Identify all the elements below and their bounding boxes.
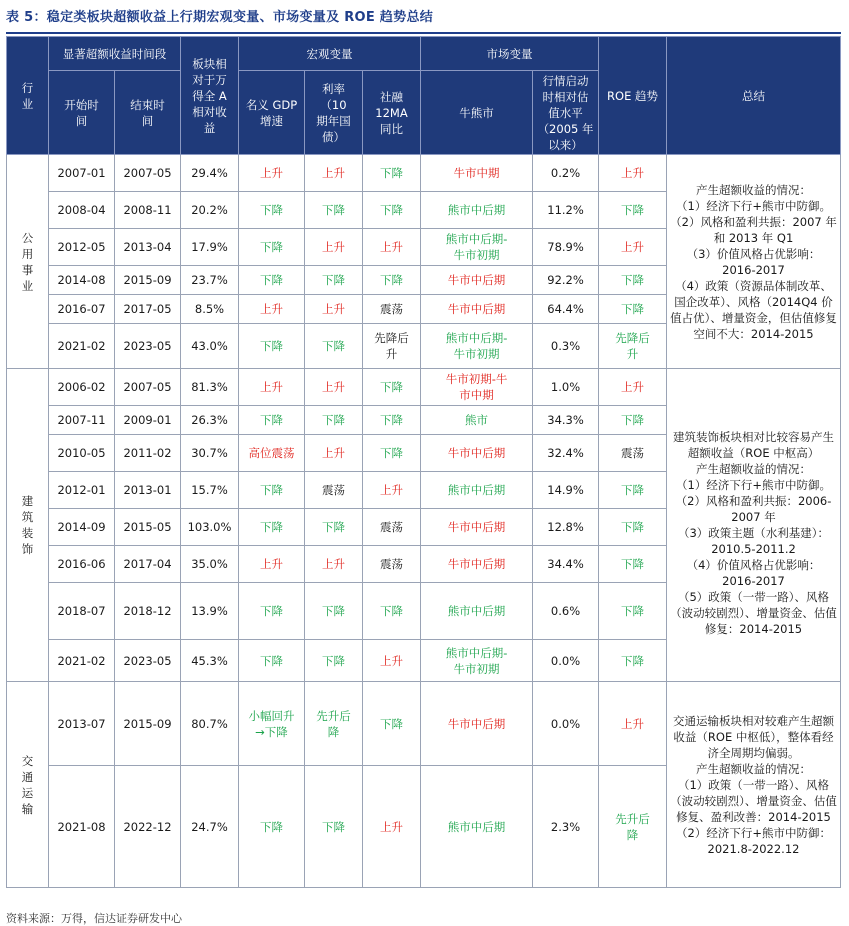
end-cell: 2017-04: [115, 546, 181, 583]
roe-cell: 上升: [599, 155, 667, 192]
bullbear-cell: 熊市中后期: [421, 472, 533, 509]
valuation-cell: 2.3%: [533, 766, 599, 888]
start-cell: 2021-08: [49, 766, 115, 888]
end-cell: 2015-05: [115, 509, 181, 546]
gdp-cell: 下降: [239, 406, 305, 435]
roe-cell: 下降: [599, 546, 667, 583]
rate-cell: 下降: [305, 509, 363, 546]
valuation-cell: 64.4%: [533, 295, 599, 324]
end-cell: 2018-12: [115, 583, 181, 640]
roe-cell: 先升后 降: [599, 766, 667, 888]
rate-cell: 震荡: [305, 472, 363, 509]
gdp-cell: 上升: [239, 155, 305, 192]
roe-cell: 震荡: [599, 435, 667, 472]
excess-cell: 20.2%: [181, 192, 239, 229]
source-note: 资料来源：万得，信达证券研发中心: [6, 912, 182, 925]
gdp-cell: 下降: [239, 192, 305, 229]
excess-cell: 45.3%: [181, 640, 239, 682]
header-market-group: 市场变量: [421, 37, 599, 71]
social-cell: 下降: [363, 682, 421, 766]
valuation-cell: 32.4%: [533, 435, 599, 472]
valuation-cell: 11.2%: [533, 192, 599, 229]
roe-cell: 下降: [599, 472, 667, 509]
industry-cell: 交 通 运 输: [7, 682, 49, 888]
summary-cell: 交通运输板块相对较难产生超额收益（ROE 中枢低），整体看经济全周期均偏弱。 产生超额收益的情况： （1）政策（一带一路）、风格（波动较剧烈）、增量资金、估值修复、盈利改善：2014-2015 （2）经济下行+熊市中防御：2021.8-2022.12: [667, 682, 841, 888]
gdp-cell: 下降: [239, 640, 305, 682]
gdp-cell: 上升: [239, 546, 305, 583]
valuation-cell: 1.0%: [533, 369, 599, 406]
header-rate: 利率 （10 期年国 债）: [305, 71, 363, 155]
roe-cell: 下降: [599, 509, 667, 546]
start-cell: 2012-05: [49, 229, 115, 266]
rate-cell: 上升: [305, 435, 363, 472]
title-rule: [6, 32, 841, 34]
table-row: [7, 369, 841, 406]
excess-cell: 15.7%: [181, 472, 239, 509]
rate-cell: 上升: [305, 546, 363, 583]
social-cell: 下降: [363, 583, 421, 640]
gdp-cell: 下降: [239, 509, 305, 546]
table-row: [7, 682, 841, 766]
bullbear-cell: 熊市: [421, 406, 533, 435]
gdp-cell: 下降: [239, 766, 305, 888]
social-cell: 下降: [363, 369, 421, 406]
social-cell: 上升: [363, 640, 421, 682]
end-cell: 2008-11: [115, 192, 181, 229]
valuation-cell: 34.3%: [533, 406, 599, 435]
valuation-cell: 14.9%: [533, 472, 599, 509]
bullbear-cell: 牛市初期-牛 市中期: [421, 369, 533, 406]
gdp-cell: 高位震荡: [239, 435, 305, 472]
end-cell: 2009-01: [115, 406, 181, 435]
header-start: 开始时 间: [49, 71, 115, 155]
gdp-cell: 上升: [239, 369, 305, 406]
rate-cell: 上升: [305, 295, 363, 324]
excess-cell: 103.0%: [181, 509, 239, 546]
bullbear-cell: 牛市中后期: [421, 435, 533, 472]
rate-cell: 下降: [305, 266, 363, 295]
excess-cell: 35.0%: [181, 546, 239, 583]
rate-cell: 先升后 降: [305, 682, 363, 766]
excess-cell: 13.9%: [181, 583, 239, 640]
gdp-cell: 小幅回升 →下降: [239, 682, 305, 766]
bullbear-cell: 牛市中后期: [421, 682, 533, 766]
excess-cell: 17.9%: [181, 229, 239, 266]
end-cell: 2023-05: [115, 324, 181, 369]
bullbear-cell: 牛市中后期: [421, 295, 533, 324]
social-cell: 下降: [363, 406, 421, 435]
start-cell: 2016-06: [49, 546, 115, 583]
table-title: 表 5：稳定类板块超额收益上行期宏观变量、市场变量及 ROE 趋势总结: [6, 10, 434, 25]
rate-cell: 下降: [305, 192, 363, 229]
industry-cell: 建 筑 装 饰: [7, 369, 49, 682]
social-cell: 先降后 升: [363, 324, 421, 369]
start-cell: 2010-05: [49, 435, 115, 472]
start-cell: 2018-07: [49, 583, 115, 640]
start-cell: 2016-07: [49, 295, 115, 324]
end-cell: 2007-05: [115, 155, 181, 192]
excess-cell: 43.0%: [181, 324, 239, 369]
roe-cell: 下降: [599, 583, 667, 640]
end-cell: 2022-12: [115, 766, 181, 888]
rate-cell: 上升: [305, 155, 363, 192]
start-cell: 2007-01: [49, 155, 115, 192]
rate-cell: 上升: [305, 369, 363, 406]
social-cell: 上升: [363, 229, 421, 266]
valuation-cell: 78.9%: [533, 229, 599, 266]
header-excess: 板块相 对于万 得全 A 相对收 益: [181, 37, 239, 155]
valuation-cell: 0.0%: [533, 682, 599, 766]
bullbear-cell: 熊市中后期- 牛市初期: [421, 229, 533, 266]
social-cell: 上升: [363, 472, 421, 509]
excess-cell: 81.3%: [181, 369, 239, 406]
header-period-group: 显著超额收益时间段: [49, 37, 181, 71]
bullbear-cell: 熊市中后期- 牛市初期: [421, 324, 533, 369]
end-cell: 2015-09: [115, 266, 181, 295]
excess-cell: 29.4%: [181, 155, 239, 192]
gdp-cell: 下降: [239, 229, 305, 266]
roe-cell: 下降: [599, 266, 667, 295]
social-cell: 震荡: [363, 295, 421, 324]
bullbear-cell: 熊市中后期: [421, 766, 533, 888]
bullbear-cell: 熊市中后期: [421, 583, 533, 640]
start-cell: 2007-11: [49, 406, 115, 435]
roe-cell: 上升: [599, 682, 667, 766]
header-gdp: 名义 GDP 增速: [239, 71, 305, 155]
valuation-cell: 0.0%: [533, 640, 599, 682]
bullbear-cell: 熊市中后期: [421, 192, 533, 229]
header-macro-group: 宏观变量: [239, 37, 421, 71]
header-valuation: 行情启动 时相对估 值水平 （2005 年 以来）: [533, 71, 599, 155]
gdp-cell: 下降: [239, 583, 305, 640]
header-end: 结束时 间: [115, 71, 181, 155]
excess-cell: 24.7%: [181, 766, 239, 888]
start-cell: 2014-09: [49, 509, 115, 546]
roe-cell: 先降后 升: [599, 324, 667, 369]
excess-cell: 30.7%: [181, 435, 239, 472]
social-cell: 下降: [363, 266, 421, 295]
roe-cell: 下降: [599, 406, 667, 435]
bullbear-cell: 熊市中后期- 牛市初期: [421, 640, 533, 682]
excess-cell: 23.7%: [181, 266, 239, 295]
social-cell: 震荡: [363, 546, 421, 583]
header-bullbear: 牛熊市: [421, 71, 533, 155]
social-cell: 下降: [363, 192, 421, 229]
gdp-cell: 下降: [239, 324, 305, 369]
start-cell: 2013-07: [49, 682, 115, 766]
social-cell: 上升: [363, 766, 421, 888]
roe-cell: 上升: [599, 369, 667, 406]
end-cell: 2013-04: [115, 229, 181, 266]
end-cell: 2015-09: [115, 682, 181, 766]
social-cell: 震荡: [363, 509, 421, 546]
bullbear-cell: 牛市中后期: [421, 266, 533, 295]
valuation-cell: 0.6%: [533, 583, 599, 640]
rate-cell: 下降: [305, 406, 363, 435]
summary-table: [6, 36, 841, 888]
valuation-cell: 0.3%: [533, 324, 599, 369]
table-row: [7, 155, 841, 192]
rate-cell: 下降: [305, 766, 363, 888]
gdp-cell: 下降: [239, 266, 305, 295]
start-cell: 2021-02: [49, 640, 115, 682]
excess-cell: 8.5%: [181, 295, 239, 324]
rate-cell: 下降: [305, 583, 363, 640]
gdp-cell: 下降: [239, 472, 305, 509]
bullbear-cell: 牛市中后期: [421, 509, 533, 546]
summary-cell: 建筑装饰板块相对比较容易产生超额收益（ROE 中枢高） 产生超额收益的情况： （1）经济下行+熊市中防御。 （2）风格和盈利共振：2006-2007 年 （3）政策主题（水利基建）：2010.5-2011.2 （4）价值风格占优影响：2016-2017 （5）政策（一带一路）、风格（波动较剧烈）、增量资金、估值修复：2014-2015: [667, 369, 841, 682]
end-cell: 2017-05: [115, 295, 181, 324]
rate-cell: 上升: [305, 229, 363, 266]
start-cell: 2021-02: [49, 324, 115, 369]
end-cell: 2011-02: [115, 435, 181, 472]
roe-cell: 下降: [599, 295, 667, 324]
header-industry: 行 业: [7, 37, 49, 155]
valuation-cell: 92.2%: [533, 266, 599, 295]
gdp-cell: 上升: [239, 295, 305, 324]
start-cell: 2008-04: [49, 192, 115, 229]
roe-cell: 下降: [599, 640, 667, 682]
start-cell: 2012-01: [49, 472, 115, 509]
bullbear-cell: 牛市中期: [421, 155, 533, 192]
end-cell: 2013-01: [115, 472, 181, 509]
roe-cell: 上升: [599, 229, 667, 266]
social-cell: 下降: [363, 155, 421, 192]
excess-cell: 26.3%: [181, 406, 239, 435]
industry-cell: 公 用 事 业: [7, 155, 49, 369]
end-cell: 2007-05: [115, 369, 181, 406]
valuation-cell: 0.2%: [533, 155, 599, 192]
valuation-cell: 12.8%: [533, 509, 599, 546]
header-roe: ROE 趋势: [599, 37, 667, 155]
bullbear-cell: 牛市中后期: [421, 546, 533, 583]
valuation-cell: 34.4%: [533, 546, 599, 583]
summary-cell: 产生超额收益的情况： （1）经济下行+熊市中防御。 （2）风格和盈利共振：2007 年和 2013 年 Q1 （3）价值风格占优影响：2016-2017 （4）政策（资源品体制改革、国企改革）、风格（2014Q4 价值占优）、增量资金，但估值修复空间不大：2014-2015: [667, 155, 841, 369]
excess-cell: 80.7%: [181, 682, 239, 766]
header-social: 社融 12MA 同比: [363, 71, 421, 155]
social-cell: 下降: [363, 435, 421, 472]
start-cell: 2014-08: [49, 266, 115, 295]
header-summary: 总结: [667, 37, 841, 155]
rate-cell: 下降: [305, 324, 363, 369]
start-cell: 2006-02: [49, 369, 115, 406]
roe-cell: 下降: [599, 192, 667, 229]
end-cell: 2023-05: [115, 640, 181, 682]
rate-cell: 下降: [305, 640, 363, 682]
